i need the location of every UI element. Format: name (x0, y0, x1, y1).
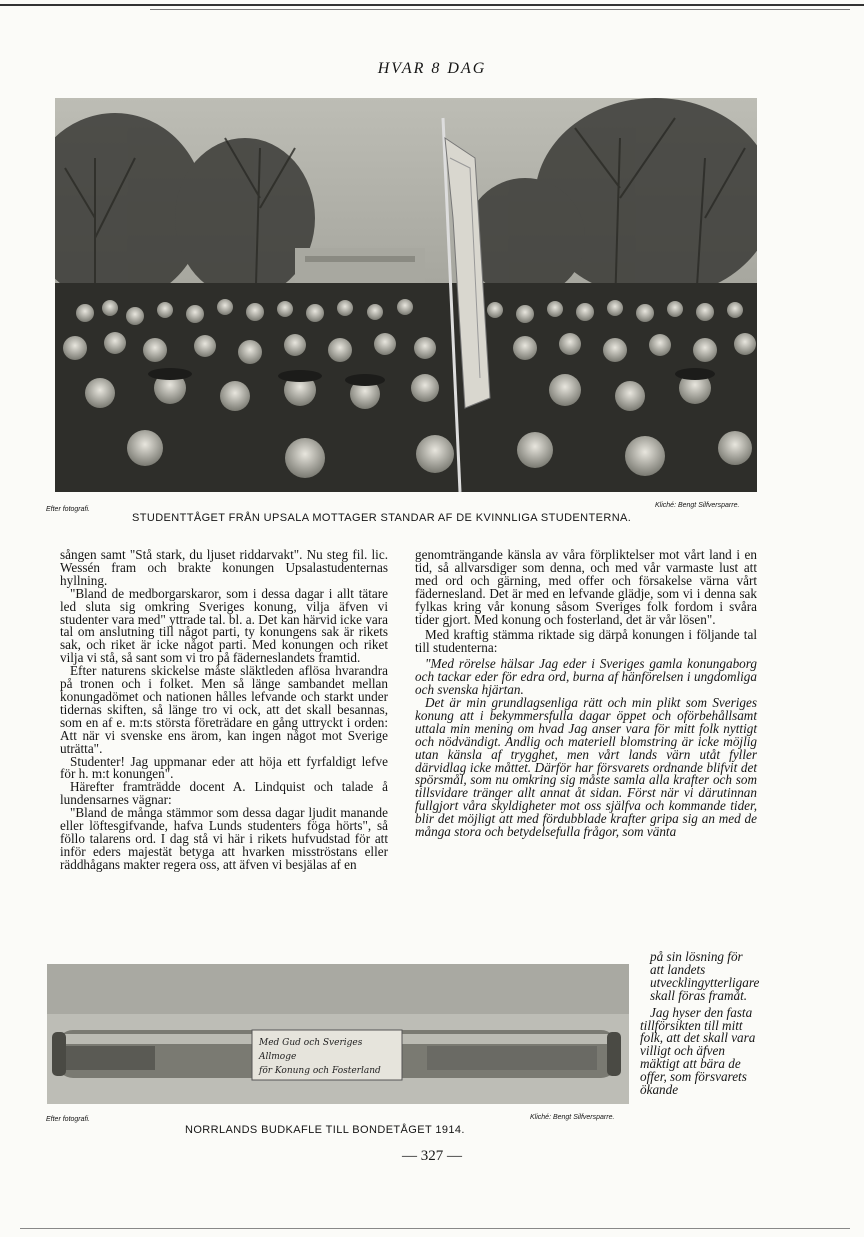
speech-paragraph: Det är min grundlagsenliga rätt och min plikt som Sveriges konung att i bekymmersfulla dagar öppet och oförbehållsamt uttala min mening om hvad Jag anser vara för mitt folk nyttigt och nödvändigt. Andlig och materiell blomstring är icke möjlig utan känsla af trygghet, men vårt lands värn utåt fyller därvidlag icke måttet. Därför har försvarets ordnande blifvit det spörsmål, som nu omkring sig måste samla alla krafter och som tillsvidare tränger allt annat åt sidan. Först när vi därutinnan fullgjort våra skyldigheter mot oss själfva och kommande tider, blir det möjligt att med fördubblade krafter gripa sig an med de många stora och betydelsefulla frågor, som vänta (415, 694, 757, 840)
photo-caption: STUDENTTÅGET FRÅN UPSALA MOTTAGER STANDAR AF DE KVINNLIGA STUDENTERNA. (132, 512, 632, 524)
budkafle-photograph (47, 964, 629, 1104)
photo-credit-left: Efter fotografi. (46, 1116, 90, 1123)
crowd-photo-illustration (55, 98, 757, 492)
narrow-text-column (640, 951, 758, 1097)
top-rule (0, 4, 864, 6)
inscription-line: Med Gud och Sveriges Allmoge (259, 1038, 363, 1062)
top-rule-thin (150, 9, 850, 10)
photo-credit-right: Kliché: Bengt Silfversparre. (655, 502, 740, 509)
right-text-column (415, 549, 757, 839)
paragraph: genomträngande känsla av våra förpliktelser mot vårt land i en tid, så allvarsdiger som denna, och med vår varmaste lust att med ord och gärning, med offer och försakelse värna vårt fädernesland. Det är med en lefvande glädje, som vi i denna sak fylkas kring vår konung såsom Sveriges folk fordom i svåra tider gjort. Med konung och fosterland, det är vår lösen". (415, 547, 757, 627)
paragraph: "Bland de många stämmor som dessa dagar ljudit manande eller löftesgifvande, hafva Lunds studenters föga hörts", så föllo talarens ord. I dag stå vi här i rikets hufvudstad för att inför eders majestät betyga att hvarken misströstans eller räddhågans makter regera oss, att äfven vi besjälas af en (60, 805, 388, 872)
bottom-rule (20, 1228, 850, 1229)
speech-paragraph: Jag hyser den fasta tillförsikten till mitt folk, att det skall vara villigt och äfven mäktigt att bära de offer, som försvarets ökande (640, 1004, 756, 1098)
photo-credit-right: Kliché: Bengt Silfversparre. (530, 1114, 615, 1121)
budkafle-illustration (47, 964, 629, 1104)
paragraph: Med kraftig stämma riktade sig därpå konungen i följande tal till studenterna: (415, 627, 757, 656)
photo-credit-left: Efter fotografi. (46, 506, 90, 513)
running-header: HVAR 8 DAG (377, 60, 487, 77)
paragraph: Efter naturens skickelse måste släktleden aflösa hvarandra på tronen och i folket. Men så länge sambandet mellan konungadömet och nationen hålles lefvande och starkt under tidernas skiften, så länge tro vi ock, att det skall besannas, som en af e. m:ts största företrädare en gång uttryckt i orden: Att när vi svenske ens ärom, kan ingen något mot Sverige uträtta". (60, 663, 388, 756)
paragraph: Studenter! Jag uppmanar eder att höja ett fyrfaldigt lefve för h. m:t konungen". (60, 753, 388, 782)
speech-paragraph: "Med rörelse hälsar Jag eder i Sveriges gamla konungaborg och tackar eder för edra ord, burna af hänförelsen i ungdomliga och svenska hjärtan. (415, 656, 757, 698)
inscription-line: för Konung och Fosterland (259, 1066, 381, 1076)
paragraph: sången samt "Stå stark, du ljuset riddarvakt". Nu steg fil. lic. Wessén fram och brakte konungen Upsalastudenternas hyllning. (60, 547, 388, 588)
speech-paragraph: på sin lösning för att landets utvecklingytterligare skall föras framåt. (650, 949, 760, 1003)
left-text-column (60, 549, 388, 872)
crowd-photograph (55, 98, 757, 492)
paragraph: "Bland de medborgarskaror, som i dessa dagar i allt tätare led sluta sig omkring Sveriges konung, vilja äfven vi studenter vara med" yttrade tal. bl. a. Det kan härvid icke vara tal om anslutning till något parti, ty konungens sak är rikets sak, och riket är icke något parti. Med konungen och riket vilja vi stå, så sant som vi tro på fäderneslandets framtid. (60, 585, 388, 666)
paragraph: Härefter framträdde docent A. Lindquist och talade å lundensarnes vägnar: (60, 779, 388, 808)
page-number: — 327 — (402, 1148, 462, 1164)
budkafle-inscription (259, 1036, 399, 1078)
photo-caption: NORRLANDS BUDKAFLE TILL BONDETÅGET 1914. (185, 1124, 465, 1136)
